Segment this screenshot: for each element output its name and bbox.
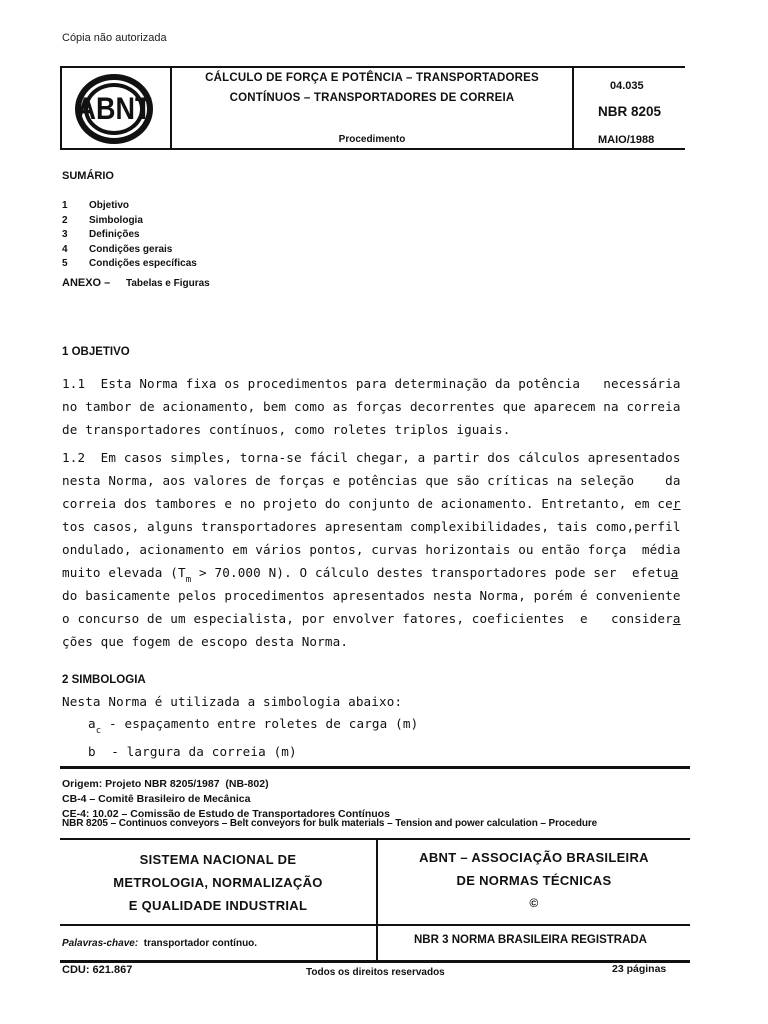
- text-line: no tambor de acionamento, bem como as forças decorrentes que aparecem na correia: [62, 399, 681, 414]
- text-line: 1.1 Esta Norma fixa os procedimentos para determinação da potência necessária: [62, 376, 681, 391]
- header-left-rule: [60, 66, 62, 150]
- section2-heading: 2 SIMBOLOGIA: [62, 674, 146, 686]
- footer-left-line2: METROLOGIA, NORMALIZAÇÃO: [113, 875, 323, 890]
- copy-notice: Cópia não autorizada: [62, 32, 167, 44]
- summary-annex: ANEXO – Tabelas e Figuras: [62, 277, 210, 289]
- text-line: 1.2 Em casos simples, torna-se fácil chegar, a partir dos cálculos apresentados: [62, 450, 681, 465]
- summary-heading: SUMÁRIO: [62, 170, 114, 182]
- header-date: MAIO/1988: [598, 134, 655, 146]
- footer-box-top-rule: [60, 838, 690, 840]
- footer-cdu: CDU: 621.867: [62, 964, 133, 976]
- footer-top-rule: [60, 766, 690, 769]
- summary-item: 2 Simbologia: [62, 214, 143, 226]
- text-line: do basicamente pelos procedimentos apresentados nesta Norma, porém é conveniente: [62, 588, 681, 603]
- summary-item: 5 Condições específicas: [62, 258, 197, 269]
- footer-pages: 23 páginas: [612, 963, 667, 975]
- footer-right-line2: DE NORMAS TÉCNICAS: [456, 873, 612, 888]
- symbol-ac: $a_c$ - espaçamento entre roletes de carga (m): [88, 716, 419, 736]
- footer-left-line3: E QUALIDADE INDUSTRIAL: [128, 898, 308, 913]
- header-doc-type: Procedimento: [338, 134, 406, 145]
- abnt-logo: [68, 72, 160, 146]
- text-line: muito elevada ($T_m > 70.000$ N). O cálculo destes transportadores pode ser efetua: [62, 565, 679, 585]
- header-title-line2: CONTÍNUOS – TRANSPORTADORES DE CORREIA: [229, 92, 515, 104]
- footer-keywords: Palavras-chave: transportador contínuo.: [62, 938, 258, 949]
- footer-nbr-english: NBR 8205 – Continuos conveyors – Belt conveyors for bulk materials – Tension and power calculation – Procedure: [62, 818, 598, 829]
- section1-paragraph-2: [62, 450, 681, 657]
- text-line: tos casos, alguns transportadores apresentam complexibilidades, tais como,perfil: [62, 519, 681, 534]
- header-bottom-rule: [60, 148, 685, 150]
- footer-registered: NBR 3 NORMA BRASILEIRA REGISTRADA: [414, 934, 647, 946]
- header-top-rule: [60, 66, 685, 68]
- footer-bottom-rule: [60, 960, 690, 963]
- summary-item: 4 Condições gerais: [62, 243, 173, 255]
- footer-middle-rule: [60, 924, 690, 926]
- section1-heading: 1 OBJETIVO: [62, 346, 130, 358]
- text-line: ções que fogem de escopo desta Norma.: [62, 634, 349, 649]
- summary-list: [62, 200, 197, 273]
- summary-item: 1 Objetivo: [62, 200, 130, 211]
- header-divider-2: [572, 66, 574, 150]
- footer-ce: CE-4: 10.02 – Comissão de Estudo de Transportadores Contínuos: [62, 808, 390, 820]
- symbol-b: b - largura da correia (m): [88, 744, 297, 759]
- footer-right-line1: ABNT – ASSOCIAÇÃO BRASILEIRA: [419, 850, 649, 865]
- text-line: o concurso de um especialista, por envolver fatores, coeficientes e considera: [62, 611, 681, 626]
- footer-left-line1: SISTEMA NACIONAL DE: [139, 852, 297, 867]
- section2-intro: Nesta Norma é utilizada a simbologia abaixo:: [62, 694, 403, 709]
- text-line: de transportadores contínuos, como roletes triplos iguais.: [62, 422, 511, 437]
- text-line: correia dos tambores e no projeto do conjunto de acionamento. Entretanto, em cer: [62, 496, 681, 511]
- footer-cb: CB-4 – Comitê Brasileiro de Mecânica: [62, 793, 251, 805]
- text-line: nesta Norma, aos valores de forças e potências que são críticas na seleção da: [62, 473, 681, 488]
- header-norm: NBR 8205: [598, 104, 662, 119]
- svg-text:ABNT: ABNT: [76, 92, 152, 127]
- footer-origem: Origem: Projeto NBR 8205/1987 (NB-802): [62, 778, 269, 790]
- section1-paragraph-1: [62, 376, 681, 445]
- header-code: 04.035: [610, 80, 644, 92]
- footer-rights: Todos os direitos reservados: [306, 967, 445, 978]
- text-line: ondulado, acionamento em vários pontos, curvas horizontais ou então força média: [62, 542, 681, 557]
- copyright-symbol: ©: [529, 896, 539, 910]
- summary-item: 3 Definições: [62, 229, 140, 240]
- header-title-line1: CÁLCULO DE FORÇA E POTÊNCIA – TRANSPORTADORES: [205, 72, 539, 84]
